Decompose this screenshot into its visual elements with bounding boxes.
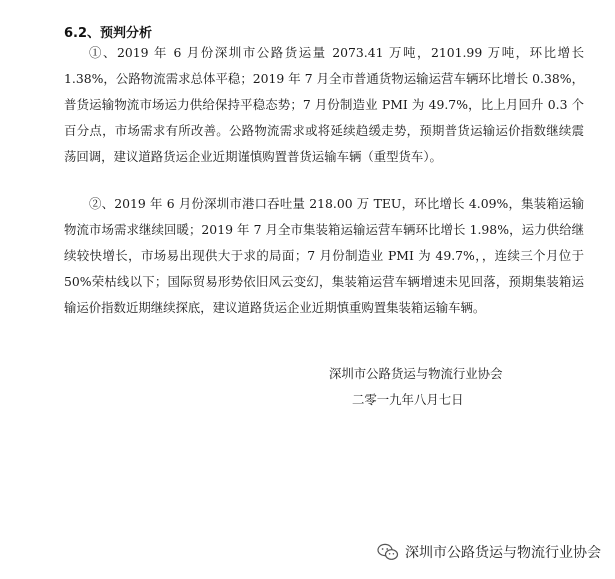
wechat-icon <box>377 543 399 561</box>
wechat-watermark <box>377 542 601 562</box>
paragraph-road-freight: ①、2019 年 6 月份深圳市公路货运量 2073.41 万吨，2101.99 万吨，环比增长 1.38%，公路物流需求总体平稳；2019 年 7 月全市普通货物运输运营车辆环比增长 0.38%，普货运输物流市场运力供给保持平稳态势；7 月份制造业 PMI 为 49.7%，比上月回升 0.3 个百分点，市场需求有所改善。公路物流需求或将延续趋缓走势，预期普货运输运价指数继续震荡回调，建议道路货运企业近期谨慎购置普货运输车辆（重型货车）。 <box>64 45 584 164</box>
section-heading: 6.2、预判分析 <box>64 26 153 41</box>
paragraph-container-freight: ②、2019 年 6 月份深圳市港口吞吐量 218.00 万 TEU，环比增长 4.09%，集装箱运输物流市场需求继续回暖；2019 年 7 月全市集装箱运输运营车辆环比增长 1.98%，运力供给继续较快增长，市场易出现供大于求的局面；7 月份制造业 PMI 为 49.7%，，连续三个月位于 50%荣枯线以下；国际贸易形势依旧风云变幻，集装箱运营车辆增速未见回落，预期集装箱运输运价指数近期继续探底，建议道路货运企业近期慎重购置集装箱运输车辆。 <box>64 196 584 315</box>
signature-organization: 深圳市公路货运与物流行业协会 <box>329 366 503 381</box>
signature-date: 二零一九年八月七日 <box>352 392 464 407</box>
watermark-text: 深圳市公路货运与物流行业协会 <box>405 545 601 561</box>
